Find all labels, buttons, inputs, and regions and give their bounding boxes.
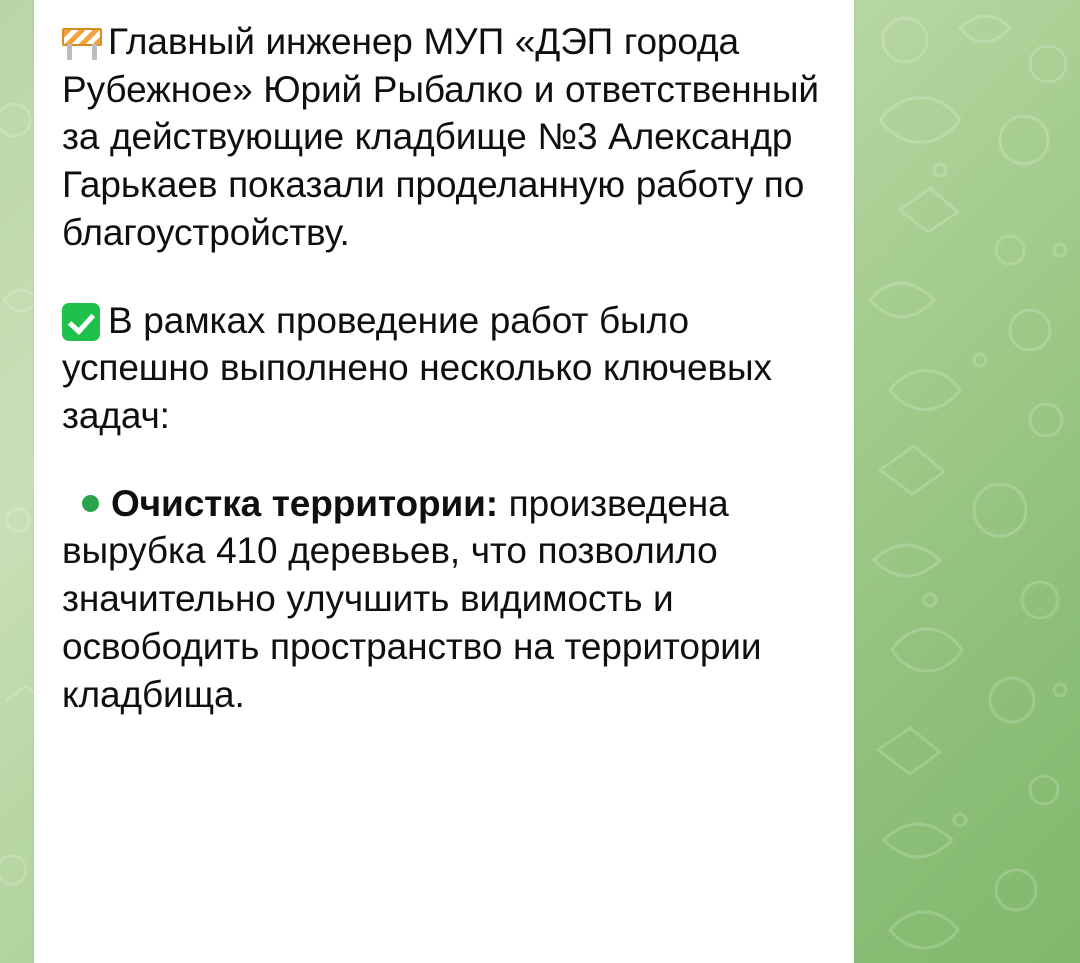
paragraph-intro — [62, 18, 826, 257]
paragraph-tasks-intro — [62, 297, 826, 440]
message-text — [62, 18, 826, 718]
list-item-cleanup-body: произведена вырубка 410 деревьев, что позволило значительно улучшить видимость и освободить пространство на территории кладбища. — [62, 482, 762, 715]
list-item-cleanup-heading: Очистка территории: — [111, 482, 498, 524]
construction-sign-icon — [62, 26, 102, 60]
white-check-mark-icon — [62, 303, 100, 341]
paragraph-tasks-intro-text: В рамках проведение работ было успешно выполнено несколько ключевых задач: — [62, 299, 772, 437]
message-bubble[interactable] — [34, 0, 854, 963]
green-bullet-dot-icon — [82, 495, 99, 512]
paragraph-intro-text: Главный инженер МУП «ДЭП города Рубежное» Юрий Рыбалко и ответственный за действующие кладбище №3 Александр Гарькаев показали проделанную работу по благоустройству. — [62, 21, 819, 253]
list-item-cleanup — [62, 480, 826, 719]
